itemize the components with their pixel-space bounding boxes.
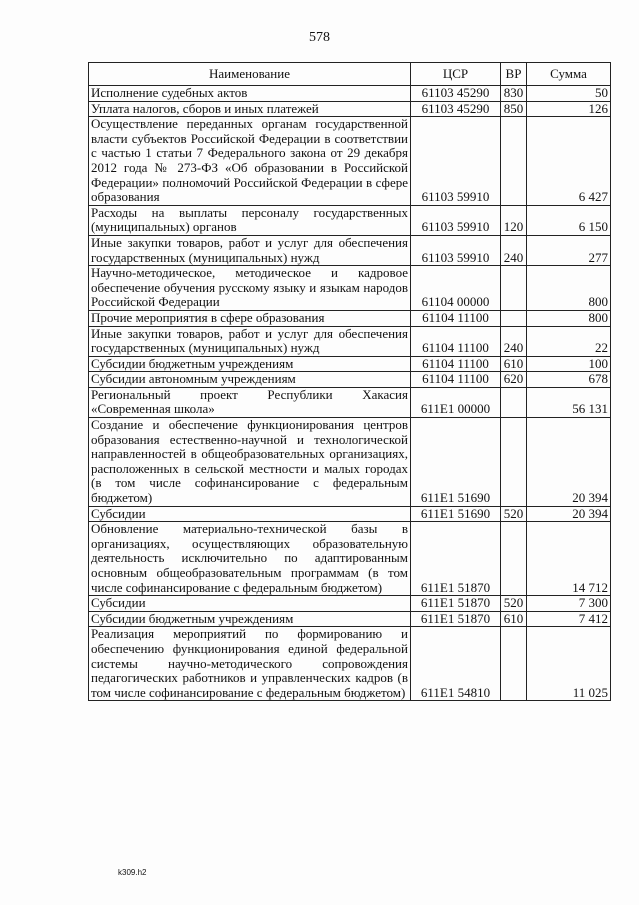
table-header-row bbox=[89, 63, 611, 86]
row-csr: 61103 59910 bbox=[411, 205, 501, 235]
row-name: Прочие мероприятия в сфере образования bbox=[89, 310, 411, 326]
table-row bbox=[89, 627, 611, 701]
row-name: Региональный проект Республики Хакасия «Современная школа» bbox=[89, 387, 411, 417]
row-name: Научно-методическое, методическое и кадровое обеспечение обучения русскому языку и языкам народов Российской Федерации bbox=[89, 266, 411, 311]
table-row bbox=[89, 418, 611, 507]
row-csr: 61104 11100 bbox=[411, 310, 501, 326]
row-vr bbox=[501, 627, 527, 701]
document-code: k309.h2 bbox=[118, 868, 147, 877]
row-sum: 22 bbox=[527, 326, 611, 356]
table-row bbox=[89, 101, 611, 117]
row-sum: 800 bbox=[527, 266, 611, 311]
table-row bbox=[89, 611, 611, 627]
row-csr: 61103 45290 bbox=[411, 101, 501, 117]
row-name: Создание и обеспечение функционирования центров образования естественно-научной и технологической направленностей в общеобразовательных организациях, расположенных в сельской местности и малых городах (в том числе софинансирование с федеральным бюджетом) bbox=[89, 418, 411, 507]
header-vr: ВР bbox=[501, 63, 527, 86]
row-vr: 610 bbox=[501, 611, 527, 627]
row-sum: 14 712 bbox=[527, 522, 611, 596]
row-vr: 620 bbox=[501, 372, 527, 388]
row-sum: 6 150 bbox=[527, 205, 611, 235]
row-vr: 830 bbox=[501, 86, 527, 102]
row-vr bbox=[501, 418, 527, 507]
row-sum: 6 427 bbox=[527, 117, 611, 206]
row-vr bbox=[501, 522, 527, 596]
budget-table bbox=[88, 62, 611, 701]
row-csr: 611E1 51690 bbox=[411, 418, 501, 507]
row-vr: 850 bbox=[501, 101, 527, 117]
row-vr: 520 bbox=[501, 596, 527, 612]
row-name: Субсидии bbox=[89, 596, 411, 612]
header-name: Наименование bbox=[89, 63, 411, 86]
row-vr bbox=[501, 266, 527, 311]
row-csr: 61103 59910 bbox=[411, 117, 501, 206]
table-row bbox=[89, 372, 611, 388]
row-csr: 611E1 51870 bbox=[411, 611, 501, 627]
header-sum: Сумма bbox=[527, 63, 611, 86]
row-name: Субсидии бюджетным учреждениям bbox=[89, 611, 411, 627]
table-row bbox=[89, 86, 611, 102]
row-name: Обновление материально-технической базы в организациях, осуществляющих образовательную деятельность исключительно по адаптированным основным общеобразовательным программам (в том числе софинансирование с федеральным бюджетом) bbox=[89, 522, 411, 596]
table-row bbox=[89, 506, 611, 522]
row-sum: 100 bbox=[527, 356, 611, 372]
row-sum: 56 131 bbox=[527, 387, 611, 417]
table-row bbox=[89, 235, 611, 265]
table-row bbox=[89, 387, 611, 417]
row-vr bbox=[501, 117, 527, 206]
row-csr: 61104 11100 bbox=[411, 372, 501, 388]
row-sum: 7 412 bbox=[527, 611, 611, 627]
table-row bbox=[89, 356, 611, 372]
page-number: 578 bbox=[309, 30, 330, 45]
table-row bbox=[89, 266, 611, 311]
row-csr: 61103 45290 bbox=[411, 86, 501, 102]
header-csr: ЦСР bbox=[411, 63, 501, 86]
row-name: Иные закупки товаров, работ и услуг для обеспечения государственных (муниципальных) нужд bbox=[89, 235, 411, 265]
row-sum: 7 300 bbox=[527, 596, 611, 612]
row-name: Осуществление переданных органам государственной власти субъектов Российской Федерации в соответствии с частью 1 статьи 7 Федерального закона от 29 декабря 2012 года № 273-ФЗ «Об образовании в Российской Федерации» полномочий Российской Федерации в сфере образования bbox=[89, 117, 411, 206]
table-row bbox=[89, 326, 611, 356]
row-csr: 611E1 54810 bbox=[411, 627, 501, 701]
table-row bbox=[89, 522, 611, 596]
row-name: Иные закупки товаров, работ и услуг для обеспечения государственных (муниципальных) нужд bbox=[89, 326, 411, 356]
row-csr: 611E1 51690 bbox=[411, 506, 501, 522]
table-row bbox=[89, 310, 611, 326]
row-vr: 610 bbox=[501, 356, 527, 372]
row-sum: 50 bbox=[527, 86, 611, 102]
row-csr: 61104 11100 bbox=[411, 356, 501, 372]
row-sum: 20 394 bbox=[527, 418, 611, 507]
row-vr: 240 bbox=[501, 326, 527, 356]
row-name: Уплата налогов, сборов и иных платежей bbox=[89, 101, 411, 117]
row-vr: 120 bbox=[501, 205, 527, 235]
table-row bbox=[89, 205, 611, 235]
row-vr: 520 bbox=[501, 506, 527, 522]
row-sum: 678 bbox=[527, 372, 611, 388]
row-name: Исполнение судебных актов bbox=[89, 86, 411, 102]
row-name: Субсидии автономным учреждениям bbox=[89, 372, 411, 388]
row-sum: 11 025 bbox=[527, 627, 611, 701]
row-name: Реализация мероприятий по формированию и обеспечению функционирования единой федеральной системы научно-методического сопровождения педагогических работников и управленческих кадров (в том числе софинансирование с федеральным бюджетом) bbox=[89, 627, 411, 701]
row-csr: 61104 11100 bbox=[411, 326, 501, 356]
row-csr: 611E1 00000 bbox=[411, 387, 501, 417]
row-vr: 240 bbox=[501, 235, 527, 265]
table-row bbox=[89, 117, 611, 206]
row-sum: 800 bbox=[527, 310, 611, 326]
row-sum: 126 bbox=[527, 101, 611, 117]
row-csr: 611E1 51870 bbox=[411, 522, 501, 596]
row-name: Субсидии бюджетным учреждениям bbox=[89, 356, 411, 372]
row-sum: 277 bbox=[527, 235, 611, 265]
row-csr: 61103 59910 bbox=[411, 235, 501, 265]
row-csr: 61104 00000 bbox=[411, 266, 501, 311]
row-vr bbox=[501, 387, 527, 417]
table-row bbox=[89, 596, 611, 612]
row-name: Субсидии bbox=[89, 506, 411, 522]
row-name: Расходы на выплаты персоналу государственных (муниципальных) органов bbox=[89, 205, 411, 235]
row-vr bbox=[501, 310, 527, 326]
row-csr: 611E1 51870 bbox=[411, 596, 501, 612]
row-sum: 20 394 bbox=[527, 506, 611, 522]
